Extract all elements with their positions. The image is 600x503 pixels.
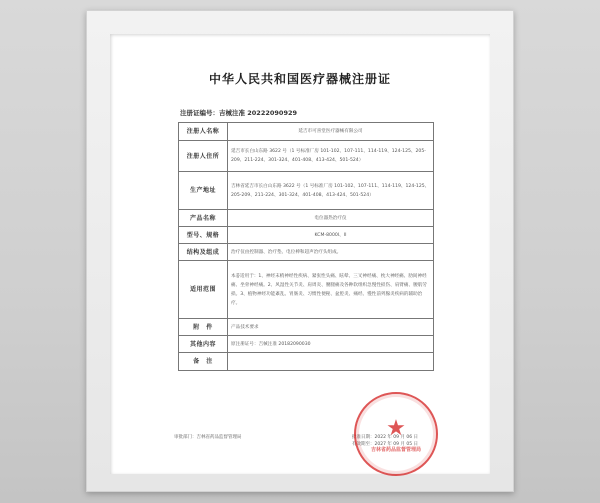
certificate-table [178,122,434,371]
row-label: 结构及组成 [179,244,228,261]
row-label: 其他内容 [179,336,228,353]
valid-until: 有效期至：2027 年 09 月 05 日 [352,442,419,447]
row-label: 附 件 [179,319,228,336]
row-value: 电位器热治疗仪 [228,210,434,227]
row-value: KCM-8000I、II [228,227,434,244]
row-label: 备 注 [179,353,228,371]
seal-text: 吉林省药品监督管理局 [370,447,421,453]
certificate-row [179,319,434,336]
approval-department: 审批部门：吉林省药品监督管理局 [174,435,242,440]
row-label: 产品名称 [179,210,228,227]
row-value: 原注册证号：吉械注准 20182090030 [228,336,434,353]
certificate-row [179,141,434,172]
row-value: 产品技术要求 [228,319,434,336]
certificate-row [179,244,434,261]
row-label: 注册人住所 [179,141,228,172]
official-seal [354,392,438,476]
row-value: 延吉市长白山东路 3622 号（1 号标准厂房 101-102、107-111、114-119、124-125、205-209、211-224、301-324、401-408、413-424、501-524） [228,141,434,172]
registration-number: 注册证编号：吉械注准 20222090929 [180,109,298,117]
row-value: 延吉市可喜堂医疗器械有限公司 [228,123,434,141]
row-label: 适用范围 [179,261,228,319]
certificate-row [179,172,434,210]
row-label: 生产地址 [179,172,228,210]
row-value [228,353,434,371]
row-value: 治疗仪由控制器、治疗垫、电位棒和超声治疗头组成。 [228,244,434,261]
certificate-row [179,353,434,371]
certificate-row [179,123,434,141]
approval-date: 批准日期：2022 年 09 月 06 日 [352,435,419,440]
row-value: 吉林省延吉市长白山东路 3622 号（1 号标准厂房 101-102、107-111、114-119、124-125、205-209、211-224、301-324、401-408、413-424、501-524） [228,172,434,210]
row-value: 本품适用于：1、神经末梢神经性疾病、紧张性头痛、眩晕、三叉神经痛、枕大神经痛、肋间神经痛、坐骨神经痛。2、风湿性关节炎、肩周炎、腰腿痛及各种软组织急慢性损伤、肩臂痛、腰肌劳损。3、植物神经功能紊乱、胃肠炎、习惯性便秘、盆腔炎、痛经、慢性前列腺炎疾病的辅助治疗。 [228,261,434,319]
row-label: 型号、规格 [179,227,228,244]
certificate-row [179,261,434,319]
certificate-row [179,210,434,227]
registration-certificate [130,66,470,464]
certificate-row [179,227,434,244]
certificate-row [179,336,434,353]
certificate-title: 中华人民共和国医疗器械注册证 [208,72,391,86]
seal-star-icon: ★ [386,416,406,441]
row-label: 注册人名称 [179,123,228,141]
